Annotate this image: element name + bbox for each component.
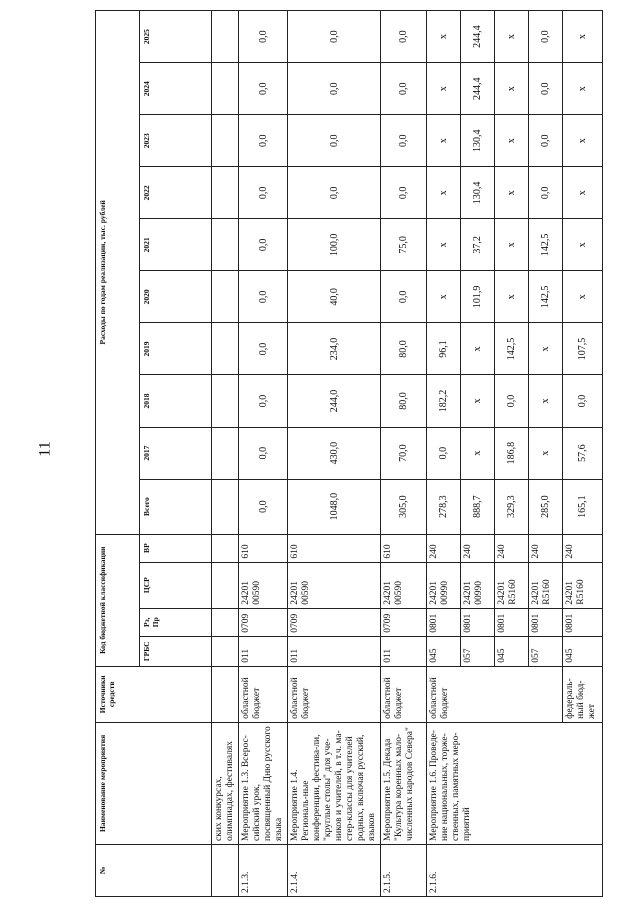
row-federal-source: федераль-ный бюд-жет [563, 666, 603, 722]
row-value: x [495, 63, 529, 115]
row-rzpr: 0801 [529, 608, 563, 636]
budget-table-rotated [95, 10, 603, 897]
row-value: 430,0 [288, 427, 381, 479]
row-value: 0,0 [381, 63, 427, 115]
row-source: областной бюджет [381, 666, 427, 722]
header-total: Всего [139, 479, 211, 534]
row-value: 0,0 [381, 167, 427, 219]
row-total: 0,0 [239, 479, 288, 534]
row-grbs: 011 [288, 636, 381, 666]
header-source: Источники средств [96, 666, 212, 722]
row-value: 186,8 [495, 427, 529, 479]
row-value: x [427, 271, 461, 323]
row-total: 285,0 [529, 479, 563, 534]
row-rzpr: 0801 [461, 608, 495, 636]
row-value: 182,2 [427, 375, 461, 427]
row-value: 0,0 [495, 375, 529, 427]
row-value: x [563, 11, 603, 63]
row-value: x [461, 323, 495, 375]
budget-table [95, 10, 603, 897]
row-total: 278,3 [427, 479, 461, 534]
row-rzpr: 0709 [239, 608, 288, 636]
row-value: 244,0 [288, 375, 381, 427]
row-rzpr: 0801 [563, 608, 603, 636]
row-value: 96,1 [427, 323, 461, 375]
table-row [427, 11, 461, 897]
row-value: x [563, 115, 603, 167]
header-year: 2023 [139, 115, 211, 167]
row-value: 244,4 [461, 63, 495, 115]
row-value: 0,0 [381, 11, 427, 63]
header-row-1 [96, 11, 140, 897]
row-csr: 24201 R5160 [495, 562, 529, 608]
row-value: 0,0 [529, 167, 563, 219]
row-value: 0,0 [288, 11, 381, 63]
row-value: 0,0 [427, 427, 461, 479]
row-value: 142,5 [529, 219, 563, 271]
row-value: 0,0 [381, 271, 427, 323]
header-code-group: Код бюджетной классификации [96, 534, 140, 666]
row-value: x [461, 427, 495, 479]
row-value: 0,0 [288, 63, 381, 115]
row-value: 75,0 [381, 219, 427, 271]
row-vr: 610 [288, 534, 381, 562]
header-num: № [96, 844, 212, 896]
row-grbs: 045 [563, 636, 603, 666]
row-value: 107,5 [563, 323, 603, 375]
row-csr: 24201 00590 [288, 562, 381, 608]
row-value: x [495, 271, 529, 323]
row-value: 0,0 [529, 115, 563, 167]
row-value: x [427, 63, 461, 115]
row-value: 0,0 [239, 219, 288, 271]
row-vr: 610 [381, 534, 427, 562]
row-vr: 240 [461, 534, 495, 562]
row-value: 0,0 [239, 323, 288, 375]
row-vr: 240 [529, 534, 563, 562]
row-name: Мероприятие 1.4. Региональ-ные конференции, фестива-ли, "круглые столы" для уче-ников и учителей, в т.ч. ма-стер-классы для учителей родных, включая русский, языков [288, 722, 381, 844]
row-value: 70,0 [381, 427, 427, 479]
row-num: 2.1.6. [427, 844, 603, 896]
header-grbs: ГРБС [139, 636, 211, 666]
row-csr: 24201 00590 [239, 562, 288, 608]
row-rzpr: 0709 [381, 608, 427, 636]
row-value: x [427, 219, 461, 271]
row-csr: 24201 00590 [381, 562, 427, 608]
row-name: Мероприятие 1.6. Проведе-ние национальных, торже-ственных, памятных меро-приятий [427, 722, 603, 844]
row-value: 0,0 [239, 167, 288, 219]
row-value: 80,0 [381, 323, 427, 375]
header-csr: ЦСР [139, 562, 211, 608]
continuation-row [212, 11, 239, 897]
row-value: 57,6 [563, 427, 603, 479]
table-row [239, 11, 288, 897]
row-value: x [495, 167, 529, 219]
row-value: x [495, 11, 529, 63]
table-row [288, 11, 381, 897]
row-num: 2.1.3. [239, 844, 288, 896]
row-value: x [427, 115, 461, 167]
row-value: 130,4 [461, 115, 495, 167]
row-total: 305,0 [381, 479, 427, 534]
row-value: 0,0 [239, 63, 288, 115]
row-total: 1048,0 [288, 479, 381, 534]
row-value: 0,0 [239, 375, 288, 427]
row-value: x [563, 167, 603, 219]
row-name: Мероприятие 1.5. Декада "Культура коренных мало-численных народов Севера" [381, 722, 427, 844]
row-value: 142,5 [529, 271, 563, 323]
row-value: 0,0 [381, 115, 427, 167]
row-value: 234,0 [288, 323, 381, 375]
row-value: x [529, 427, 563, 479]
header-expenses-group: Расходы по годам реализации, тыс. рублей [96, 11, 140, 535]
row-value: 0,0 [239, 427, 288, 479]
row-value: x [563, 63, 603, 115]
continuation-text: ских конкурсах, олимпиадах, фестивалях [212, 722, 239, 844]
row-value: x [461, 375, 495, 427]
row-source: областной бюджет [239, 666, 288, 722]
row-value: 100,0 [288, 219, 381, 271]
row-value: 0,0 [239, 115, 288, 167]
header-year: 2018 [139, 375, 211, 427]
row-value: x [529, 375, 563, 427]
row-grbs: 045 [427, 636, 461, 666]
row-value: x [529, 323, 563, 375]
row-value: 40,0 [288, 271, 381, 323]
row-total: 165,1 [563, 479, 603, 534]
row-value: x [427, 11, 461, 63]
table-row [381, 11, 427, 897]
header-rzpr: Рз, Пр [139, 608, 211, 636]
row-name: Мероприятие 1.3. Всерос-сийский урок, посвященный Дню русского языка [239, 722, 288, 844]
row-source: областной бюджет [288, 666, 381, 722]
row-csr: 24201 R5160 [563, 562, 603, 608]
row-value: 130,4 [461, 167, 495, 219]
header-year: 2024 [139, 63, 211, 115]
row-value: x [495, 115, 529, 167]
row-value: x [563, 271, 603, 323]
row-csr: 24201 00990 [461, 562, 495, 608]
row-total: 888,7 [461, 479, 495, 534]
row-value: 244,4 [461, 11, 495, 63]
header-name: Наименование мероприятия [96, 722, 212, 844]
row-value: 101,9 [461, 271, 495, 323]
header-year: 2021 [139, 219, 211, 271]
row-value: 0,0 [239, 271, 288, 323]
row-source: областной бюджет [427, 666, 563, 722]
row-vr: 240 [563, 534, 603, 562]
row-rzpr: 0801 [495, 608, 529, 636]
row-value: x [495, 219, 529, 271]
row-grbs: 011 [381, 636, 427, 666]
row-grbs: 011 [239, 636, 288, 666]
row-value: 0,0 [563, 375, 603, 427]
row-vr: 610 [239, 534, 288, 562]
row-value: 37,2 [461, 219, 495, 271]
row-value: x [427, 167, 461, 219]
row-csr: 24201 00990 [427, 562, 461, 608]
row-value: x [563, 219, 603, 271]
row-value: 80,0 [381, 375, 427, 427]
row-grbs: 057 [461, 636, 495, 666]
row-vr: 240 [427, 534, 461, 562]
row-rzpr: 0709 [288, 608, 381, 636]
header-year: 2017 [139, 427, 211, 479]
row-grbs: 057 [529, 636, 563, 666]
row-value: 0,0 [529, 63, 563, 115]
row-value: 0,0 [288, 167, 381, 219]
header-year: 2020 [139, 271, 211, 323]
row-csr: 24201 R5160 [529, 562, 563, 608]
row-rzpr: 0801 [427, 608, 461, 636]
header-year: 2019 [139, 323, 211, 375]
cell [212, 844, 239, 896]
row-value: 142,5 [495, 323, 529, 375]
header-year: 2022 [139, 167, 211, 219]
row-num: 2.1.4. [288, 844, 381, 896]
row-num: 2.1.5. [381, 844, 427, 896]
row-total: 329,3 [495, 479, 529, 534]
header-year: 2025 [139, 11, 211, 63]
page-number: 11 [36, 441, 54, 457]
row-value: 0,0 [239, 11, 288, 63]
header-vr: ВР [139, 534, 211, 562]
row-vr: 240 [495, 534, 529, 562]
row-value: 0,0 [529, 11, 563, 63]
row-value: 0,0 [288, 115, 381, 167]
row-grbs: 045 [495, 636, 529, 666]
